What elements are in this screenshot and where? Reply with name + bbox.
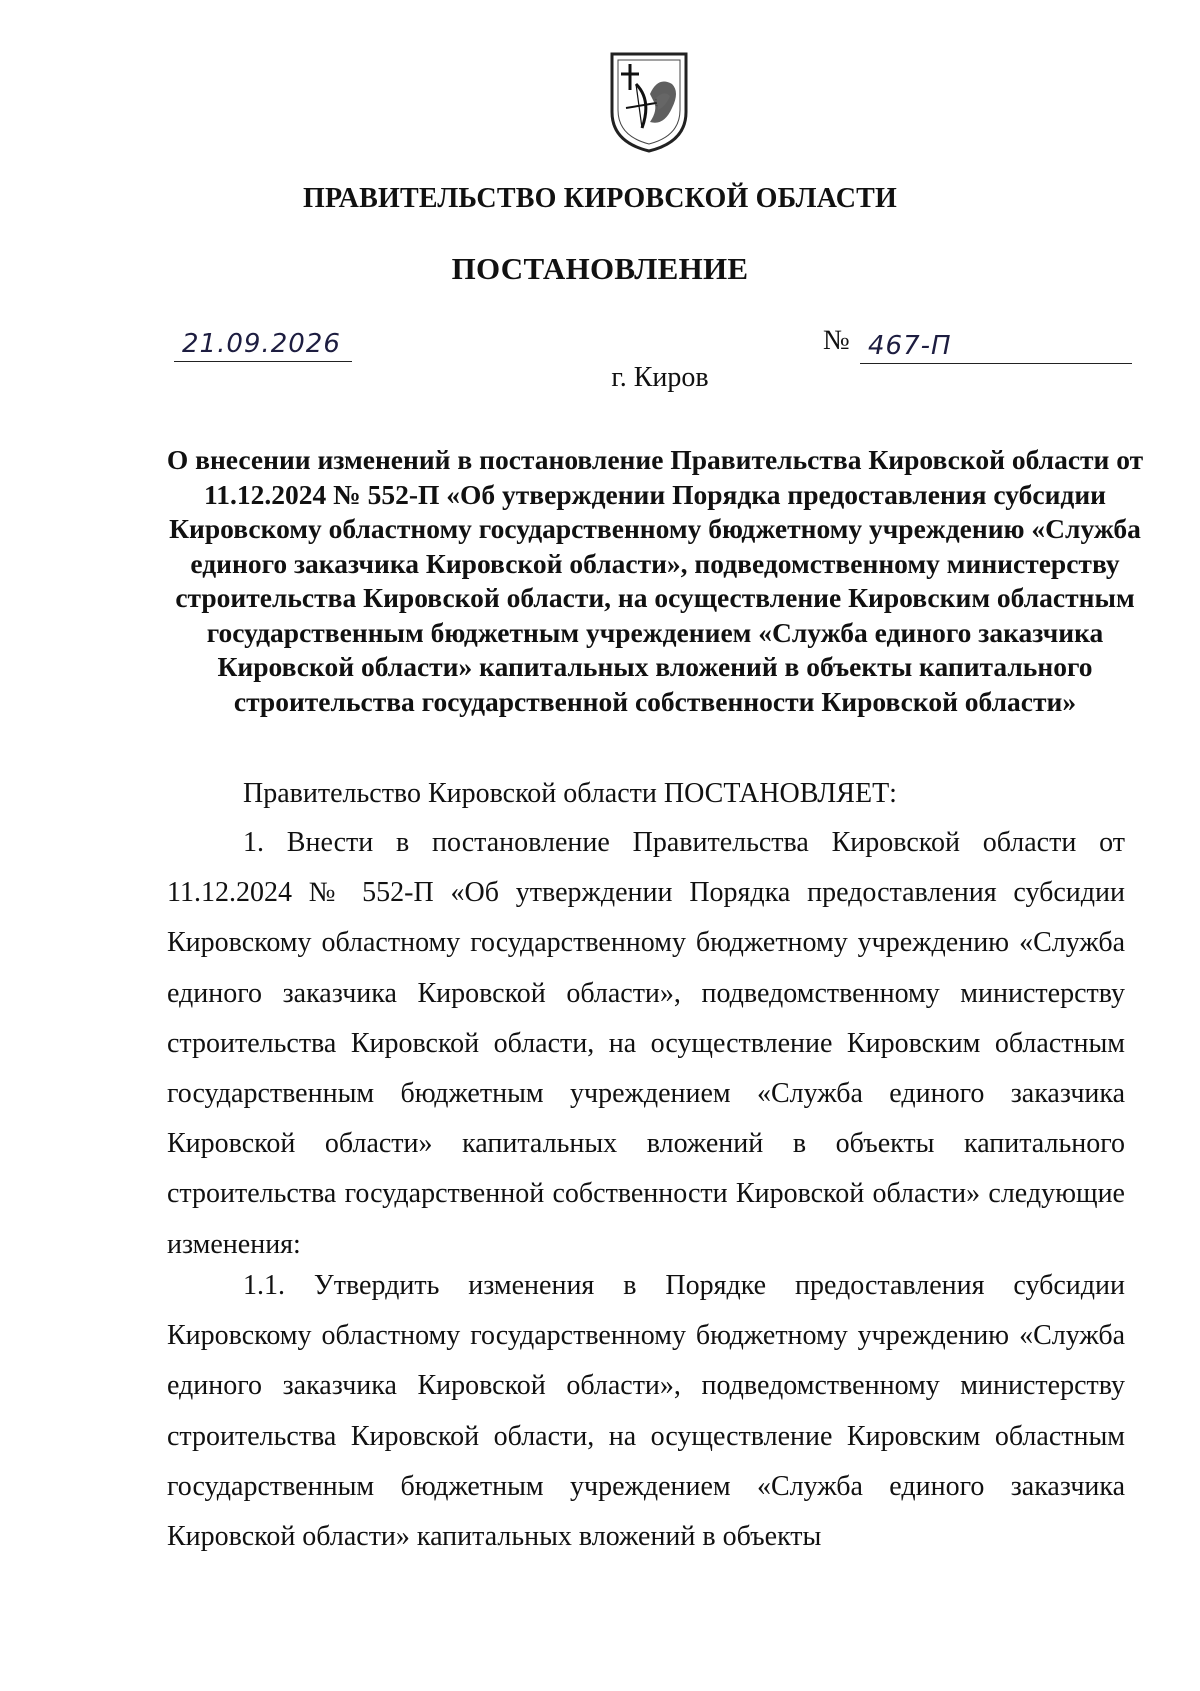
document-title: О внесении изменений в постановление Правительства Кировской области от 11.12.2024 № 552-П «Об утверждении Порядка предоставления субсидии Кировскому областному государственному бюджетному учреждению «Служба единого заказчика Кировской области», подведомственному министерству строительства Кировской области, на осуществление Кировским областным государственным бюджетным учреждением «Служба единого заказчика Кировской области» капитальных вложений в объекты капитального строительства государственной собственности Кировской области» — [166, 444, 1144, 717]
date-field — [174, 325, 352, 362]
number-sign: № — [823, 325, 850, 356]
coat-of-arms-icon — [606, 50, 692, 154]
organization-name: ПРАВИТЕЛЬСТВО КИРОВСКОЙ ОБЛАСТИ — [302, 183, 897, 214]
paragraph-1-1: 1.1. Утвердить изменения в Порядке предоставления субсидии Кировскому областному государственному бюджетному учреждению «Служба единого заказчика Кировской области», подведомственному министерству строительства Кировской области, на осуществление Кировским областным государственным бюджетным учреждением «Служба единого заказчика Кировской области» капитальных вложений в объекты — [167, 1270, 1125, 1553]
city: г. Киров — [611, 362, 709, 393]
number-field — [860, 325, 1132, 364]
document-type: ПОСТАНОВЛЕНИЕ — [451, 251, 749, 286]
handwritten-number: 467-П — [868, 331, 952, 361]
handwritten-date: 21.09.2026 — [182, 329, 341, 359]
resolution-lead: Правительство Кировской области ПОСТАНОВЛЯЕТ: — [243, 778, 897, 809]
paragraph-1: 1. Внести в постановление Правительства Кировской области от 11.12.2024 № 552-П «Об утверждении Порядка предоставления субсидии Кировскому областному государственному бюджетному учреждению «Служба единого заказчика Кировской области», подведомственному министерству строительства Кировской области, на осуществление Кировским областным государственным бюджетным учреждением «Служба единого заказчика Кировской области» капитальных вложений в объекты капитального строительства государственной собственности Кировской области» следующие изменения: — [167, 827, 1125, 1260]
